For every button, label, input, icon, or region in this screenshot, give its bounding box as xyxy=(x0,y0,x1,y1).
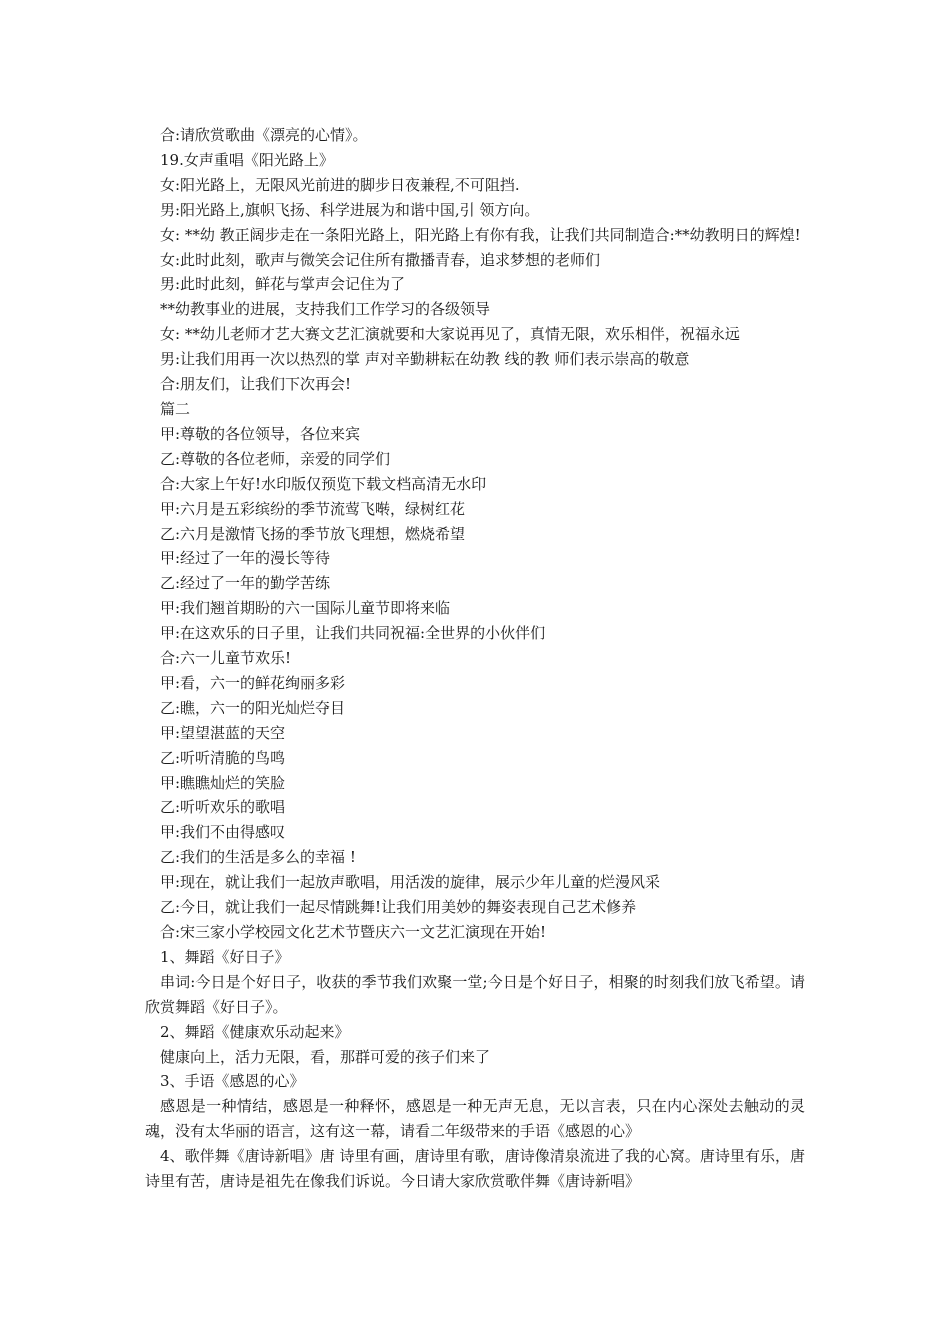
program-item-heading: 3、手语《感恩的心》 xyxy=(160,1072,305,1091)
paragraph: 甲:尊敬的各位领导，各位来宾 xyxy=(160,424,361,443)
paragraph: 甲:在这欢乐的日子里，让我们共同祝福:全世界的小伙伴们 xyxy=(160,624,546,643)
paragraph: 合:宋三家小学校园文化艺术节暨庆六一文艺汇演现在开始! xyxy=(160,923,547,941)
program-item-heading: 2、舞蹈《健康欢乐动起来》 xyxy=(160,1022,350,1041)
paragraph: 甲:望望湛蓝的天空 xyxy=(160,723,286,742)
paragraph: 乙:瞧，六一的阳光灿烂夺目 xyxy=(160,698,346,717)
paragraph: 合:六一儿童节欢乐! xyxy=(160,649,292,668)
paragraph: 4、歌伴舞《唐诗新唱》唐 诗里有画，唐诗里有歌，唐诗像清泉流进了我的心窝。唐诗里有乐，唐诗里有苦，唐诗是祖先在像我们诉说。今日请大家欣赏歌伴舞《唐诗新唱》 xyxy=(145,1147,805,1191)
paragraph: 男:让我们用再一次以热烈的掌 声对辛勤耕耘在幼教 线的教 师们表示崇高的敬意 xyxy=(160,350,690,369)
section-heading: 19.女声重唱《阳光路上》 xyxy=(160,150,334,169)
paragraph: 合:大家上午好!水印版仅预览下载文档高清无水印 xyxy=(160,474,487,493)
paragraph: 乙:听听欢乐的歌唱 xyxy=(160,798,286,817)
paragraph: 甲:经过了一年的漫长等待 xyxy=(160,549,331,568)
paragraph: 女: **幼 教正阔步走在一条阳光路上，阳光路上有你有我，让我们共同制造合:**幼教明日的辉煌! xyxy=(160,225,801,244)
paragraph: 甲:看，六一的鲜花绚丽多彩 xyxy=(160,673,346,692)
paragraph: **幼教事业的进展，支持我们工作学习的各级领导 xyxy=(160,300,491,319)
paragraph: 感恩是一种情结，感恩是一种释怀，感恩是一种无声无息，无以言表，只在内心深处去触动的灵魂，没有太华丽的语言，这有这一幕，请看二年级带来的手语《感恩的心》 xyxy=(145,1097,805,1141)
paragraph: 甲:瞧瞧灿烂的笑脸 xyxy=(160,773,286,792)
document-page xyxy=(145,123,805,1194)
paragraph: 乙:听听清脆的鸟鸣 xyxy=(160,748,286,767)
program-item-heading: 1、舞蹈《好日子》 xyxy=(160,947,290,966)
section-heading: 篇二 xyxy=(160,399,191,418)
paragraph: 乙:尊敬的各位老师，亲爱的同学们 xyxy=(160,449,391,468)
paragraph: 乙:今日，就让我们一起尽情跳舞!让我们用美妙的舞姿表现自己艺术修养 xyxy=(160,898,637,917)
paragraph: 男:阳光路上,旗帜飞扬、科学进展为和谐中国,引 领方向。 xyxy=(160,200,540,219)
paragraph: 串词:今日是个好日子，收获的季节我们欢聚一堂;今日是个好日子，相聚的时刻我们放飞希望。请欣赏舞蹈《好日子》。 xyxy=(145,972,805,1016)
paragraph: 甲:我们不由得感叹 xyxy=(160,823,286,842)
paragraph: 男:此时此刻，鲜花与掌声会记住为了 xyxy=(160,275,406,294)
paragraph: 甲:我们翘首期盼的六一国际儿童节即将来临 xyxy=(160,599,451,618)
paragraph: 女:此时此刻，歌声与微笑会记住所有撒播青春，追求梦想的老师们 xyxy=(160,250,601,269)
paragraph: 女: **幼儿老师才艺大赛文艺汇演就要和大家说再见了，真情无限，欢乐相伴，祝福永远 xyxy=(160,325,740,344)
paragraph: 合:朋友们，让我们下次再会! xyxy=(160,375,352,394)
paragraph: 甲:现在，就让我们一起放声歌唱，用活泼的旋律，展示少年儿童的烂漫风采 xyxy=(160,873,661,892)
paragraph: 乙:我们的生活是多么的幸福 ! xyxy=(160,848,356,867)
paragraph: 女:阳光路上，无限风光前进的脚步日夜兼程,不可阻挡. xyxy=(160,175,520,194)
paragraph: 合:请欣赏歌曲《漂亮的心情》。 xyxy=(160,126,368,144)
paragraph: 健康向上，活力无限，看，那群可爱的孩子们来了 xyxy=(160,1047,491,1066)
paragraph: 甲:六月是五彩缤纷的季节流莺飞啭，绿树红花 xyxy=(160,499,466,518)
paragraph: 乙:六月是激情飞扬的季节放飞理想，燃烧希望 xyxy=(160,524,466,543)
paragraph: 乙:经过了一年的勤学苦练 xyxy=(160,574,331,593)
